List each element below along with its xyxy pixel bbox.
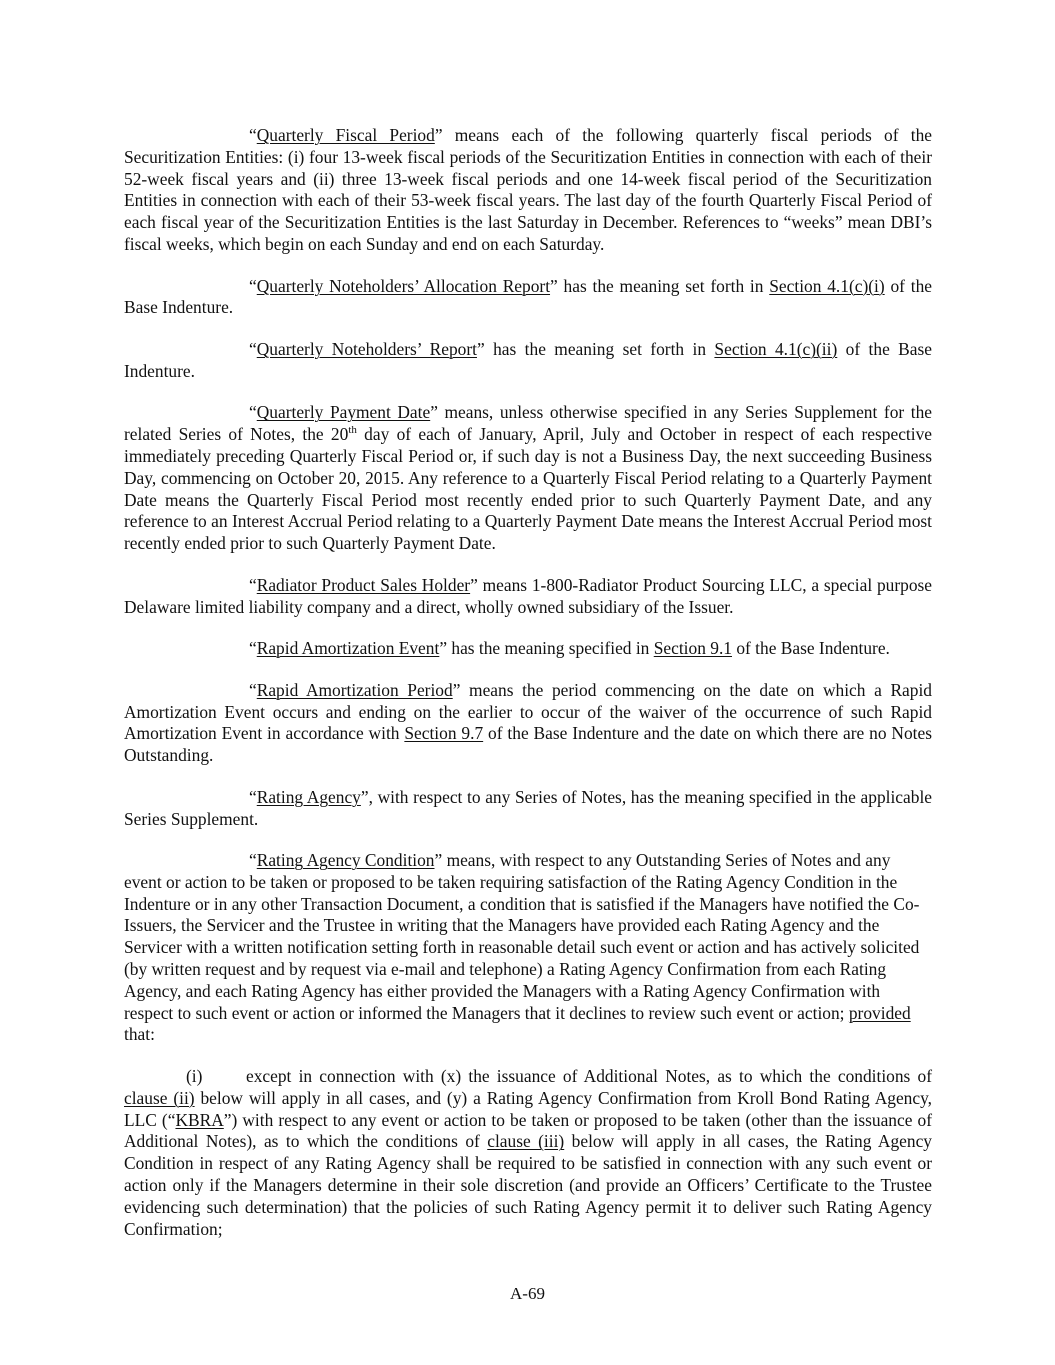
defined-term: Rating Agency Condition xyxy=(256,850,435,871)
definition-rating-agency-condition: “Rating Agency Condition” means, with respect to any Outstanding Series of Notes and any event or action to be taken or proposed to be taken requiring satisfaction of the Rating Agency Condition in the Indenture or in any other Transaction Document, a condition that is satisfied if the Managers have notified the Co-Issuers, the Servicer and the Trustee in writing that the Managers have provided each Rating Agency and the Servicer with a written notification setting forth in reasonable detail such event or action and has actively solicited (by written request and by request via e-mail and telephone) a Rating Agency Confirmation from each Rating Agency, and each Rating Agency has either provided the Managers with a Rating Agency Confirmation with respect to such event or action or informed the Managers that it declines to review such event or action; provided that: xyxy=(124,850,920,1045)
section-reference: Section 4.1(c)(ii) xyxy=(714,338,838,359)
definition-radiator-product-sales-holder: “Radiator Product Sales Holder” means 1-800-Radiator Product Sourcing LLC, a special purpose Delaware limited liability company and a direct, wholly owned subsidiary of the Issuer. xyxy=(124,574,932,617)
defined-term: Quarterly Noteholders’ Report xyxy=(256,338,477,359)
definition-quarterly-noteholders-report: “Quarterly Noteholders’ Report” has the meaning set forth in Section 4.1(c)(ii) of the Base Indenture. xyxy=(124,338,932,381)
defined-term: Rating Agency xyxy=(256,786,361,807)
defined-term: KBRA xyxy=(175,1109,224,1130)
definition-quarterly-noteholders-allocation-report: “Quarterly Noteholders’ Allocation Report” has the meaning set forth in Section 4.1(c)(i) of the Base Indenture. xyxy=(124,275,932,318)
defined-term: Quarterly Noteholders’ Allocation Report xyxy=(256,275,551,296)
defined-term: Quarterly Payment Date xyxy=(256,402,431,423)
section-reference: Section 9.7 xyxy=(404,723,484,744)
definition-rapid-amortization-event: “Rapid Amortization Event” has the meaning specified in Section 9.1 of the Base Indenture. xyxy=(249,638,890,659)
definition-rating-agency: “Rating Agency”, with respect to any Series of Notes, has the meaning specified in the applicable Series Supplement. xyxy=(124,786,932,829)
ordinal-suffix: th xyxy=(348,424,357,437)
definition-rapid-amortization-period: “Rapid Amortization Period” means the period commencing on the date on which a Rapid Amortization Event occurs and ending on the earlier to occur of the waiver of the occurrence of such Rapid Amortization Event in accordance with Section 9.7 of the Base Indenture and the date on which there are no Notes Outstanding. xyxy=(124,679,932,766)
clause-reference: clause (iii) xyxy=(487,1131,565,1152)
clause-i: (i) except in connection with (x) the issuance of Additional Notes, as to which the conditions of clause (ii) below will apply in all cases, and (y) a Rating Agency Confirmation from Kroll Bond Rating Agency, LLC (“KBRA”) with respect to any event or action to be taken or proposed to be taken (other than the issuance of Additional Notes), as to which the conditions of clause (iii) below will apply in all cases, the Rating Agency Condition in respect of any Rating Agency shall be required to be satisfied in connection with any such event or action only if the Managers determine in their sole discretion (and provide an Officers’ Certificate to the Trustee evidencing such determination) that the policies of such Rating Agency permit it to deliver such Rating Agency Confirmation; xyxy=(124,1066,933,1239)
proviso-term: provided xyxy=(848,1002,911,1023)
clause-number: (i) xyxy=(186,1066,203,1087)
defined-term: Rapid Amortization Period xyxy=(256,679,453,700)
defined-term: Quarterly Fiscal Period xyxy=(256,125,435,145)
definition-quarterly-payment-date: “Quarterly Payment Date” means, unless otherwise specified in any Series Supplement for the related Series of Notes, the 20th day of each of January, April, July and October in respect of each respective immediately preceding Quarterly Fiscal Period or, if such day is not a Business Day, the next succeeding Business Day, commencing on October 20, 2015. Any reference to a Quarterly Fiscal Period relating to a Quarterly Payment Date means the Quarterly Fiscal Period most recently ended prior to such Quarterly Payment Date, and any reference to an Interest Accrual Period relating to a Quarterly Payment Date means the Interest Accrual Period most recently ended prior to such Quarterly Payment Date. xyxy=(124,402,932,554)
definition-quarterly-fiscal-period: “Quarterly Fiscal Period” means each of the following quarterly fiscal periods of the Securitization Entities: (i) four 13-week fiscal periods of the Securitization Entities in connection with each of their 52-week fiscal years and (ii) three 13-week fiscal periods and one 14-week fiscal period of the Securitization Entities in connection with each of their 53-week fiscal years. The last day of the fourth Quarterly Fiscal Period of each fiscal year of the Securitization Entities is the last Saturday in December. References to “weeks” mean DBI’s fiscal weeks, which begin on each Sunday and end on each Saturday. xyxy=(124,125,932,254)
defined-term: Radiator Product Sales Holder xyxy=(256,574,471,595)
section-reference: Section 9.1 xyxy=(653,638,732,659)
section-reference: Section 4.1(c)(i) xyxy=(769,275,885,296)
page-number: A-69 xyxy=(510,1284,545,1303)
document-page xyxy=(124,125,932,1260)
clause-reference: clause (ii) xyxy=(124,1087,195,1108)
defined-term: Rapid Amortization Event xyxy=(256,638,440,659)
